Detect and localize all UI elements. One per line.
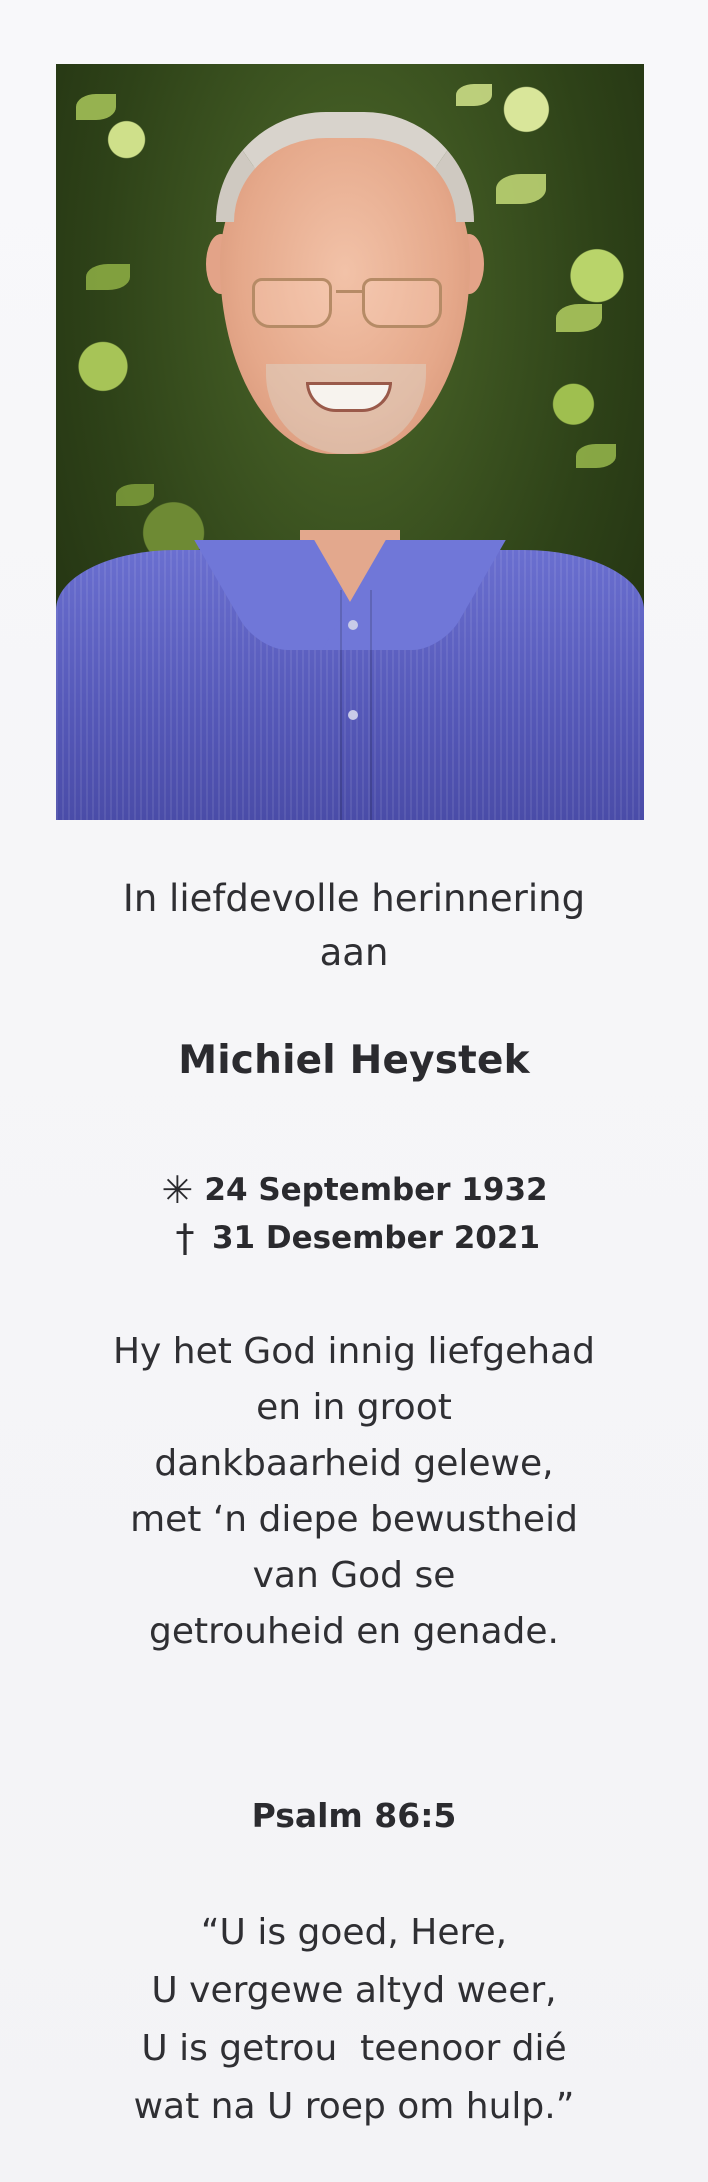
leaf-decoration — [116, 484, 154, 506]
leaf-decoration — [496, 174, 546, 204]
tribute-line: dankbaarheid gelewe, — [154, 1443, 554, 1484]
birth-star-icon: ✳ — [161, 1168, 194, 1212]
deceased-name: Michiel Heystek — [178, 1038, 530, 1083]
portrait-photo — [56, 64, 644, 820]
psalm-reference: Psalm 86:5 — [251, 1796, 457, 1835]
intro-line: In liefdevolle herinnering — [122, 877, 586, 920]
birth-date: 24 September 1932 — [204, 1172, 548, 1208]
life-dates — [0, 1166, 708, 1262]
glasses-lens-right — [362, 278, 442, 328]
leaf-decoration — [86, 264, 130, 290]
glasses-lens-left — [252, 278, 332, 328]
death-cross-icon: † — [175, 1216, 195, 1260]
tribute-text — [0, 1324, 708, 1660]
leaf-decoration — [456, 84, 492, 106]
tribute-line: met ‘n diepe bewustheid — [130, 1499, 578, 1540]
tribute-line: getrouheid en genade. — [149, 1611, 559, 1652]
birth-row — [0, 1166, 708, 1214]
leaf-decoration — [576, 444, 616, 468]
death-date: 31 Desember 2021 — [211, 1220, 541, 1256]
psalm-quote — [0, 1904, 708, 2136]
quote-line: wat na U roep om hulp.” — [133, 2086, 575, 2127]
intro-text — [0, 872, 708, 980]
quote-line: U is getrou teenoor dié — [141, 2028, 567, 2069]
leaf-decoration — [556, 304, 602, 332]
shirt-button — [348, 620, 358, 630]
intro-line: aan — [319, 931, 389, 974]
glasses-bridge — [336, 290, 362, 293]
tribute-line: van God se — [252, 1555, 456, 1596]
shirt-button — [348, 710, 358, 720]
tribute-line: en in groot — [256, 1387, 452, 1428]
death-row — [0, 1214, 708, 1262]
quote-line: “U is goed, Here, — [200, 1912, 508, 1953]
hair — [216, 112, 474, 222]
leaf-decoration — [76, 94, 116, 120]
quote-line: U vergewe altyd weer, — [151, 1970, 557, 2011]
tribute-line: Hy het God innig liefgehad — [112, 1331, 596, 1372]
